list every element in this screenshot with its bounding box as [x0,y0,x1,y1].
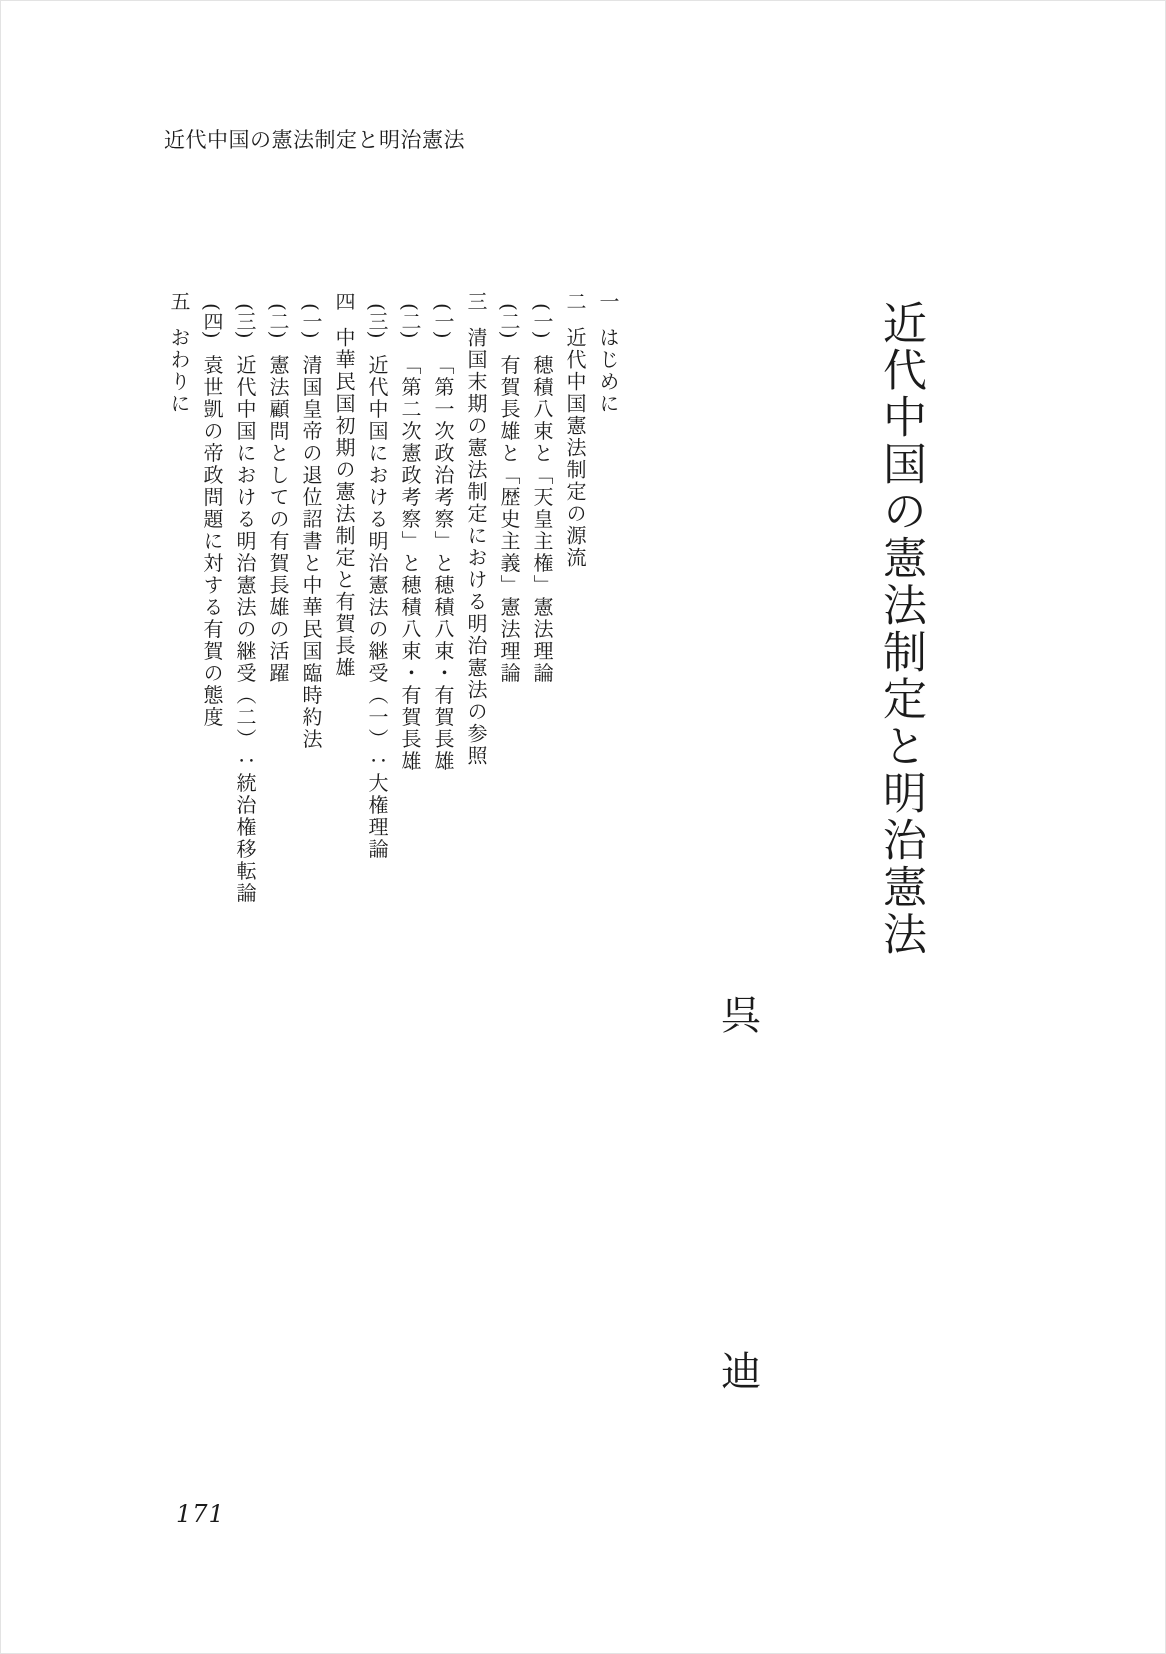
author-name [718,993,764,1395]
toc-item [334,291,354,931]
toc-item-text: 清国末期の憲法制定における明治憲法の参照 [464,327,488,767]
toc-item-number: 五 [167,291,191,313]
toc-item [400,291,420,931]
toc-item-number: (一) [299,303,323,339]
toc-item-number: (一) [530,303,554,339]
toc-item-text: 穂積八束と「天皇主権」憲法理論 [530,354,554,685]
toc-item-number: (二) [398,303,422,339]
table-of-contents [156,291,618,931]
toc-item-number: (二) [497,303,521,339]
toc-item-text: 近代中国における明治憲法の継受（一）：大権理論 [365,354,389,861]
toc-item-text: 有賀長雄と「歴史主義」憲法理論 [497,354,521,685]
toc-item-number: (三) [233,303,257,339]
toc-item-text: 中華民国初期の憲法制定と有賀長雄 [332,327,356,679]
toc-item-number: 三 [464,291,488,313]
toc-item [301,291,321,931]
toc-item-text: 「第一次政治考察」と穂積八束・有賀長雄 [431,354,455,773]
toc-item [202,291,222,931]
toc-item-number: 四 [332,291,356,313]
toc-item [169,291,189,931]
toc-item-text: 「第二次憲政考察」と穂積八束・有賀長雄 [398,354,422,773]
toc-item-number: (三) [365,303,389,339]
toc-item-text: 近代中国における明治憲法の継受（二）：統治権移転論 [233,354,257,905]
toc-item [367,291,387,931]
toc-item [565,291,585,931]
toc-item-text: 近代中国憲法制定の源流 [563,327,587,569]
toc-item [235,291,255,931]
toc-item [532,291,552,931]
toc-item-text: はじめに [596,327,620,415]
running-head: 近代中国の憲法制定と明治憲法 [164,128,465,152]
toc-item-text: おわりに [167,327,191,415]
toc-item-number: 一 [596,291,620,313]
toc-item [466,291,486,931]
author-given-name: 迪 [721,1349,761,1395]
toc-item-number: (四) [200,303,224,339]
toc-item [499,291,519,931]
article-title: 近代中国の憲法制定と明治憲法 [875,300,926,958]
toc-item-text: 清国皇帝の退位詔書と中華民国臨時約法 [299,354,323,751]
toc-item-number: (二) [266,303,290,339]
toc-item [268,291,288,931]
toc-item-text: 袁世凱の帝政問題に対する有賀の態度 [200,354,224,729]
toc-item-text: 憲法顧問としての有賀長雄の活躍 [266,354,290,685]
toc-item [433,291,453,931]
page-number: 171 [176,1500,225,1528]
toc-item [598,291,618,931]
author-surname: 呉 [721,993,761,1039]
toc-item-number: 二 [563,291,587,313]
toc-item-number: (一) [431,303,455,339]
